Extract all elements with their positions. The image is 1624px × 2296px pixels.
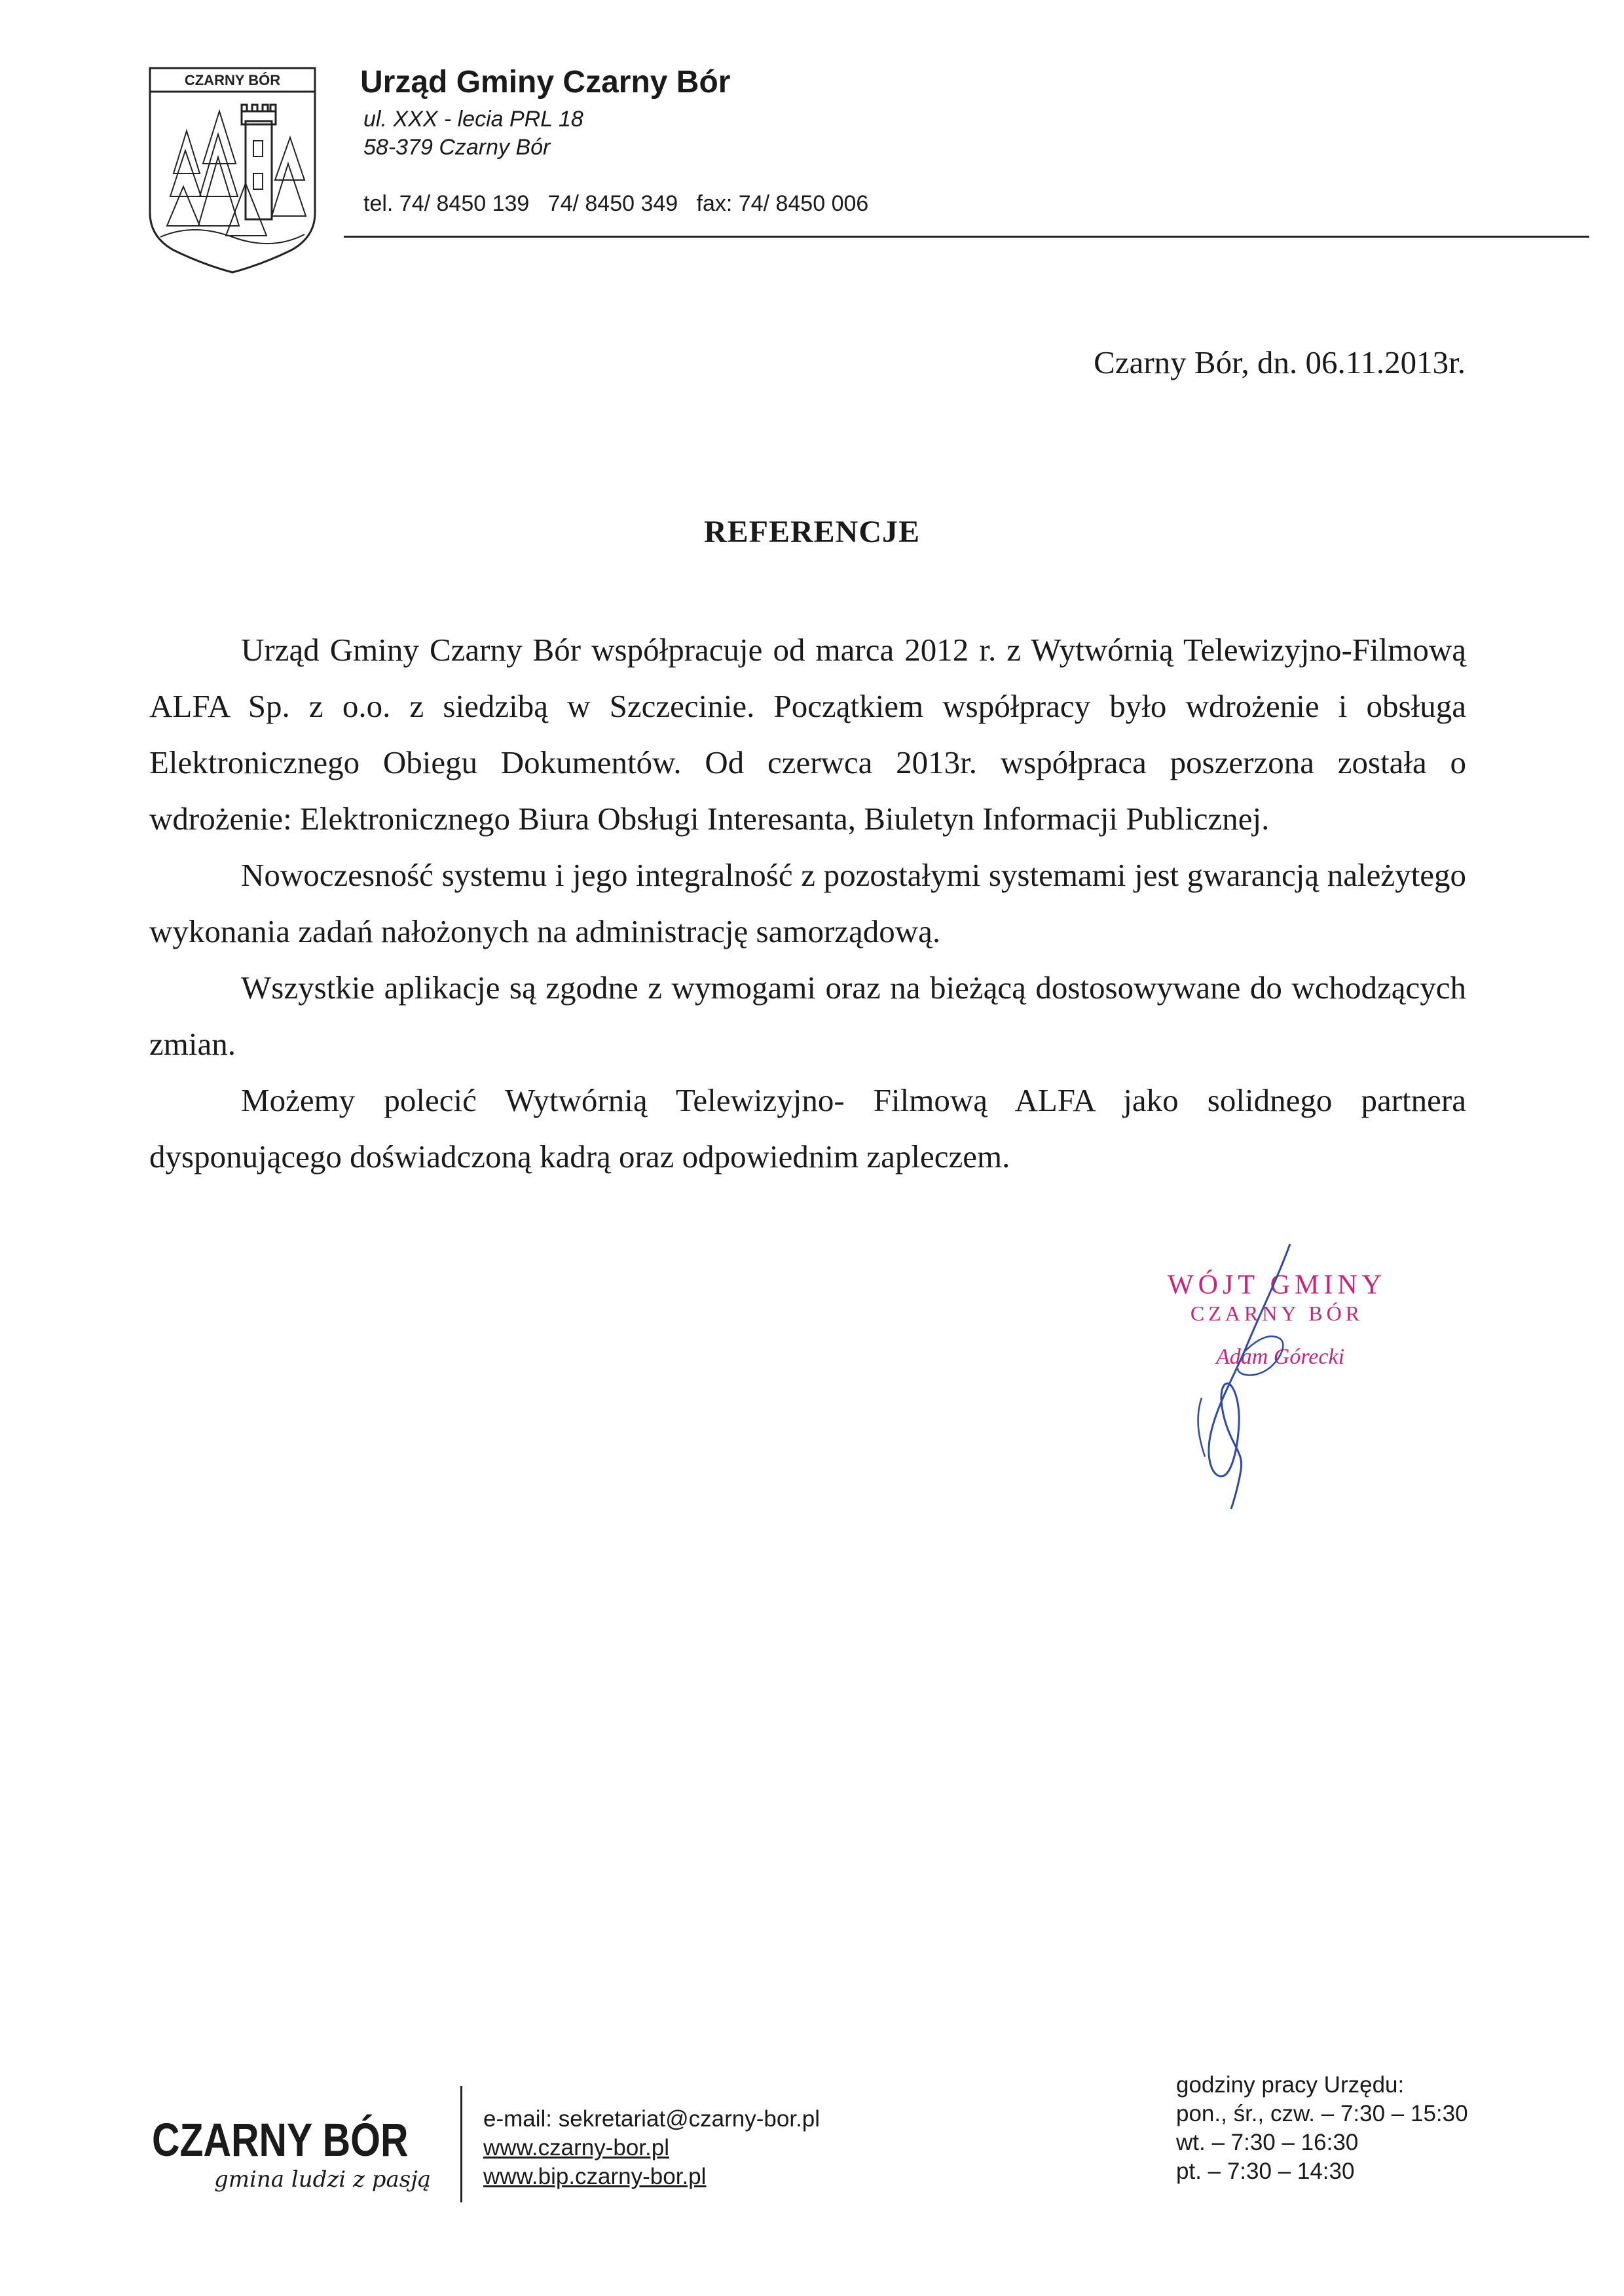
footer-logo (152, 2102, 434, 2196)
paragraph-3: Wszystkie aplikacje są zgodne z wymogami oraz na bieżącą dostosowywane do wchodzących zmian. (149, 970, 1466, 1062)
footer-email: e-mail: sekretariat@czarny-bor.pl (483, 2106, 821, 2132)
stamp-title: WÓJT GMINY (1167, 1270, 1387, 1300)
footer-website-link[interactable]: www.czarny-bor.pl (483, 2135, 669, 2160)
paragraph-1: Urząd Gminy Czarny Bór współpracuje od marca 2012 r. z Wytwórnią Telewizyjno-Filmową ALFA Sp. z o.o. z siedzibą w Szczecinie. Początkiem współpracy było wdrożenie i obsługa Elektronicznego Obiegu Dokumentów. Od czerwca 2013r. współpraca poszerzona została o wdrożenie: Elektronicznego Biura Obsługi Interesanta, Biuletyn Informacji Publicznej. (149, 632, 1466, 837)
footer-logo-tagline: gmina ludzi z pasją (214, 2166, 432, 2193)
footer-logo-name: CZARNY BÓR (152, 2113, 409, 2166)
footer-contacts (483, 2105, 820, 2191)
footer-bip-link[interactable]: www.bip.czarny-bor.pl (483, 2164, 707, 2189)
coat-of-arms-emblem (147, 65, 318, 275)
paragraph-2: Nowoczesność systemu i jego integralność z pozostałymi systemami jest gwarancją należytego wykonania zadań nałożonych na administrację samorządową. (149, 857, 1466, 949)
stamp-subtitle: CZARNY BÓR (1190, 1302, 1364, 1325)
letter-title: REFERENCJE (703, 515, 921, 549)
office-hours-tue: wt. – 7:30 – 16:30 (1176, 2130, 1359, 2155)
office-hours-fri: pt. – 7:30 – 14:30 (1176, 2159, 1355, 2184)
office-hours-mon-wed-thu: pon., śr., czw. – 7:30 – 15:30 (1176, 2101, 1468, 2126)
organization-name: Urząd Gminy Czarny Bór (360, 65, 731, 100)
address-city: 58-379 Czarny Bór (363, 135, 551, 160)
phone-fax-line: tel. 74/ 8450 139 74/ 8450 349 fax: 74/ 8450 006 (363, 191, 869, 216)
office-hours (1176, 2071, 1468, 2186)
letter-date: Czarny Bór, dn. 06.11.2013r. (1094, 344, 1466, 380)
office-hours-title: godziny pracy Urzędu: (1176, 2072, 1405, 2098)
footer-divider (460, 2086, 462, 2202)
header-divider (344, 236, 1589, 238)
stamp-name: Adam Górecki (1215, 1345, 1345, 1369)
handwritten-signature (1166, 1241, 1316, 1516)
address-street: ul. XXX - lecia PRL 18 (363, 107, 583, 132)
crest-label: CZARNY BÓR (184, 72, 281, 88)
paragraph-4: Możemy polecić Wytwórnią Telewizyjno- Filmową ALFA jako solidnego partnera dysponującego doświadczoną kadrą oraz odpowiednim zapleczem. (149, 1082, 1466, 1175)
